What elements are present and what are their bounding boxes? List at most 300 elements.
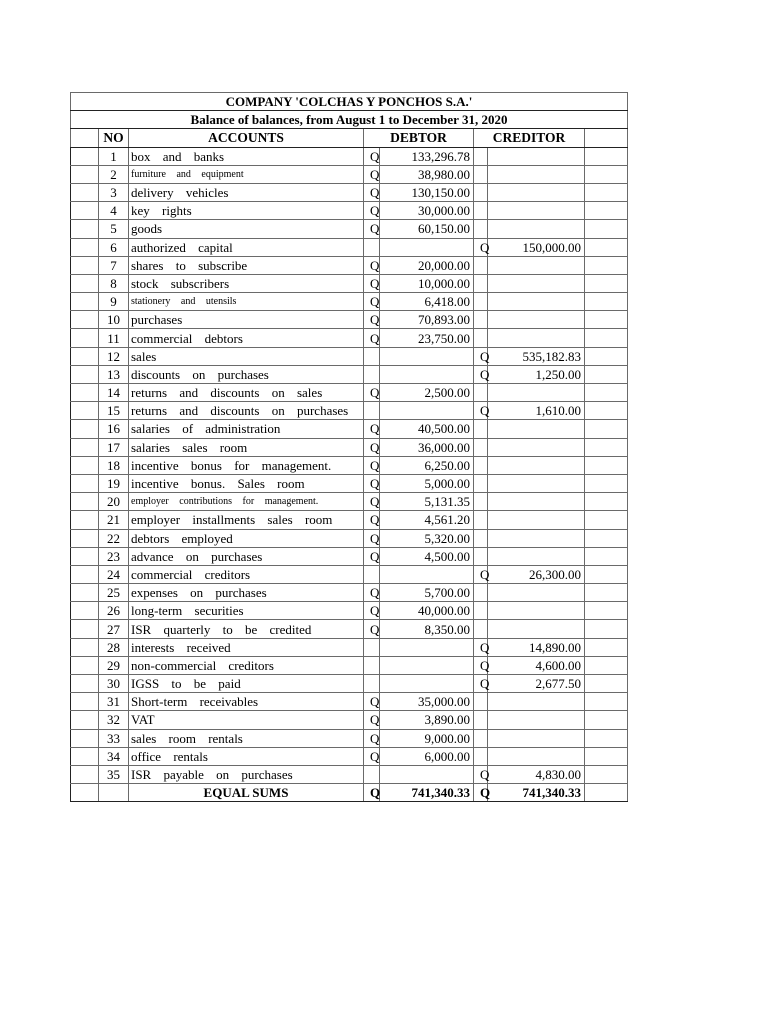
blank-cell: [585, 547, 628, 565]
header-row: [71, 129, 628, 147]
subtitle-row: [71, 111, 628, 129]
account-name: ISR quarterly to be credited: [129, 620, 364, 638]
totals-label: EQUAL SUMS: [129, 784, 364, 802]
creditor-amount: [488, 620, 585, 638]
blank-cell: [585, 602, 628, 620]
creditor-currency: Q: [474, 365, 488, 383]
row-number: 4: [99, 202, 129, 220]
total-creditor-amount: 741,340.33: [488, 784, 585, 802]
debtor-amount: 40,500.00: [380, 420, 474, 438]
account-name: non-commercial creditors: [129, 656, 364, 674]
row-number: 9: [99, 293, 129, 311]
creditor-currency: [474, 256, 488, 274]
blank-cell: [71, 384, 99, 402]
blank-cell: [71, 620, 99, 638]
blank-cell: [585, 147, 628, 165]
account-name: returns and discounts on sales: [129, 384, 364, 402]
row-number: 15: [99, 402, 129, 420]
debtor-amount: 60,150.00: [380, 220, 474, 238]
table-row: [71, 311, 628, 329]
blank-cell: [585, 220, 628, 238]
row-number: 22: [99, 529, 129, 547]
debtor-amount: 5,320.00: [380, 529, 474, 547]
blank-cell: [71, 493, 99, 511]
table-row: [71, 711, 628, 729]
creditor-currency: [474, 202, 488, 220]
blank-cell: [71, 784, 99, 802]
creditor-amount: [488, 729, 585, 747]
creditor-currency: Q: [474, 638, 488, 656]
creditor-amount: [488, 456, 585, 474]
debtor-currency: Q: [364, 529, 380, 547]
blank-cell: [585, 438, 628, 456]
creditor-currency: Q: [474, 347, 488, 365]
blank-cell: [71, 474, 99, 492]
blank-cell: [585, 238, 628, 256]
creditor-amount: [488, 747, 585, 765]
blank-cell: [585, 493, 628, 511]
blank-cell: [71, 274, 99, 292]
table-row: [71, 402, 628, 420]
creditor-currency: [474, 438, 488, 456]
creditor-currency: Q: [474, 238, 488, 256]
creditor-currency: [474, 493, 488, 511]
creditor-currency: [474, 529, 488, 547]
account-name: commercial debtors: [129, 329, 364, 347]
blank-cell: [585, 202, 628, 220]
blank-cell: [71, 147, 99, 165]
blank-cell: [585, 420, 628, 438]
debtor-currency: [364, 675, 380, 693]
account-name: debtors employed: [129, 529, 364, 547]
table-row: [71, 420, 628, 438]
creditor-amount: [488, 165, 585, 183]
creditor-amount: [488, 183, 585, 201]
total-creditor-currency: Q: [474, 784, 488, 802]
blank-cell: [585, 656, 628, 674]
blank-cell: [71, 656, 99, 674]
row-number: 21: [99, 511, 129, 529]
balance-sheet: [70, 92, 627, 802]
debtor-amount: 36,000.00: [380, 438, 474, 456]
creditor-currency: [474, 165, 488, 183]
debtor-currency: Q: [364, 729, 380, 747]
creditor-currency: [474, 474, 488, 492]
creditor-currency: [474, 584, 488, 602]
debtor-currency: Q: [364, 183, 380, 201]
creditor-amount: [488, 420, 585, 438]
row-number: 7: [99, 256, 129, 274]
blank-cell: [585, 729, 628, 747]
blank-cell: [585, 747, 628, 765]
creditor-amount: [488, 202, 585, 220]
account-name: goods: [129, 220, 364, 238]
table-row: [71, 384, 628, 402]
debtor-currency: [364, 365, 380, 383]
table-row: [71, 638, 628, 656]
table-row: [71, 293, 628, 311]
creditor-amount: [488, 293, 585, 311]
debtor-amount: [380, 638, 474, 656]
row-number: 31: [99, 693, 129, 711]
creditor-amount: [488, 711, 585, 729]
account-name: sales: [129, 347, 364, 365]
debtor-amount: 9,000.00: [380, 729, 474, 747]
creditor-currency: [474, 602, 488, 620]
creditor-currency: [474, 693, 488, 711]
debtor-amount: 5,000.00: [380, 474, 474, 492]
row-number: 28: [99, 638, 129, 656]
account-name: long-term securities: [129, 602, 364, 620]
row-number: 19: [99, 474, 129, 492]
blank-cell: [585, 329, 628, 347]
blank-cell: [71, 675, 99, 693]
blank-cell: [71, 747, 99, 765]
blank-cell: [585, 256, 628, 274]
creditor-amount: [488, 493, 585, 511]
debtor-currency: Q: [364, 711, 380, 729]
table-row: [71, 511, 628, 529]
row-number: 1: [99, 147, 129, 165]
debtor-amount: [380, 238, 474, 256]
row-number: 30: [99, 675, 129, 693]
blank-cell: [585, 511, 628, 529]
creditor-currency: [474, 293, 488, 311]
blank-cell: [71, 202, 99, 220]
creditor-amount: 150,000.00: [488, 238, 585, 256]
debtor-currency: [364, 656, 380, 674]
debtor-currency: Q: [364, 147, 380, 165]
table-row: [71, 693, 628, 711]
blank-cell: [71, 402, 99, 420]
debtor-currency: Q: [364, 493, 380, 511]
account-name: expenses on purchases: [129, 584, 364, 602]
blank-cell: [585, 384, 628, 402]
row-number: 26: [99, 602, 129, 620]
debtor-currency: Q: [364, 584, 380, 602]
row-number: 20: [99, 493, 129, 511]
account-name: stationery and utensils: [129, 293, 364, 311]
creditor-amount: 2,677.50: [488, 675, 585, 693]
debtor-amount: 35,000.00: [380, 693, 474, 711]
creditor-currency: [474, 456, 488, 474]
debtor-amount: 20,000.00: [380, 256, 474, 274]
blank-cell: [71, 565, 99, 583]
debtor-currency: Q: [364, 747, 380, 765]
blank-cell: [585, 620, 628, 638]
blank-cell: [71, 329, 99, 347]
creditor-currency: [474, 329, 488, 347]
creditor-currency: Q: [474, 675, 488, 693]
account-name: incentive bonus. Sales room: [129, 474, 364, 492]
debtor-currency: Q: [364, 693, 380, 711]
blank-cell: [585, 347, 628, 365]
debtor-amount: 2,500.00: [380, 384, 474, 402]
creditor-currency: [474, 547, 488, 565]
account-name: discounts on purchases: [129, 365, 364, 383]
creditor-amount: [488, 311, 585, 329]
title-row: [71, 93, 628, 111]
row-number: 23: [99, 547, 129, 565]
table-row: [71, 183, 628, 201]
creditor-amount: 4,830.00: [488, 765, 585, 783]
row-number: 2: [99, 165, 129, 183]
creditor-currency: [474, 183, 488, 201]
debtor-currency: Q: [364, 274, 380, 292]
blank-cell: [71, 165, 99, 183]
creditor-amount: 535,182.83: [488, 347, 585, 365]
table-row: [71, 493, 628, 511]
blank-cell: [71, 220, 99, 238]
row-number: 29: [99, 656, 129, 674]
debtor-currency: Q: [364, 474, 380, 492]
debtor-amount: [380, 675, 474, 693]
blank-cell: [71, 293, 99, 311]
table-row: [71, 347, 628, 365]
table-row: [71, 529, 628, 547]
header-accounts: ACCOUNTS: [129, 129, 364, 147]
blank-cell: [585, 456, 628, 474]
account-name: furniture and equipment: [129, 165, 364, 183]
blank-cell: [585, 311, 628, 329]
debtor-amount: 40,000.00: [380, 602, 474, 620]
debtor-currency: Q: [364, 438, 380, 456]
account-name: VAT: [129, 711, 364, 729]
blank-cell: [71, 183, 99, 201]
row-number: 6: [99, 238, 129, 256]
debtor-amount: 38,980.00: [380, 165, 474, 183]
row-number: 14: [99, 384, 129, 402]
blank-cell: [71, 547, 99, 565]
blank-cell: [71, 456, 99, 474]
account-name: commercial creditors: [129, 565, 364, 583]
debtor-amount: 4,561.20: [380, 511, 474, 529]
creditor-amount: [488, 529, 585, 547]
debtor-currency: Q: [364, 293, 380, 311]
blank-cell: [585, 293, 628, 311]
creditor-currency: [474, 729, 488, 747]
blank-cell: [585, 183, 628, 201]
table-row: [71, 274, 628, 292]
account-name: purchases: [129, 311, 364, 329]
debtor-currency: Q: [364, 165, 380, 183]
account-name: employer installments sales room: [129, 511, 364, 529]
creditor-amount: [488, 220, 585, 238]
blank-cell: [71, 256, 99, 274]
row-number: 5: [99, 220, 129, 238]
creditor-currency: Q: [474, 565, 488, 583]
row-number: 11: [99, 329, 129, 347]
row-number: 3: [99, 183, 129, 201]
account-name: delivery vehicles: [129, 183, 364, 201]
table-row: [71, 329, 628, 347]
account-name: ISR payable on purchases: [129, 765, 364, 783]
blank-cell: [585, 584, 628, 602]
header-debtor: DEBTOR: [364, 129, 474, 147]
creditor-amount: [488, 547, 585, 565]
row-number: 16: [99, 420, 129, 438]
table-row: [71, 474, 628, 492]
blank-cell: [71, 584, 99, 602]
blank-cell: [71, 765, 99, 783]
account-name: incentive bonus for management.: [129, 456, 364, 474]
creditor-currency: [474, 147, 488, 165]
blank-header-cell: [585, 129, 628, 147]
blank-cell: [585, 784, 628, 802]
creditor-currency: [474, 420, 488, 438]
blank-cell: [71, 602, 99, 620]
table-row: [71, 547, 628, 565]
creditor-amount: [488, 438, 585, 456]
debtor-amount: 5,700.00: [380, 584, 474, 602]
creditor-amount: 1,610.00: [488, 402, 585, 420]
row-number: 25: [99, 584, 129, 602]
debtor-currency: Q: [364, 220, 380, 238]
creditor-amount: [488, 511, 585, 529]
debtor-amount: 133,296.78: [380, 147, 474, 165]
table-row: [71, 256, 628, 274]
blank-cell: [71, 729, 99, 747]
table-row: [71, 584, 628, 602]
account-name: advance on purchases: [129, 547, 364, 565]
debtor-amount: [380, 365, 474, 383]
debtor-amount: 10,000.00: [380, 274, 474, 292]
account-name: sales room rentals: [129, 729, 364, 747]
row-number: 34: [99, 747, 129, 765]
account-name: returns and discounts on purchases: [129, 402, 364, 420]
blank-cell: [71, 438, 99, 456]
debtor-amount: 5,131.35: [380, 493, 474, 511]
row-number: 27: [99, 620, 129, 638]
table-row: [71, 438, 628, 456]
report-subtitle: Balance of balances, from August 1 to December 31, 2020: [71, 111, 628, 129]
debtor-amount: 70,893.00: [380, 311, 474, 329]
header-creditor: CREDITOR: [474, 129, 585, 147]
creditor-amount: [488, 274, 585, 292]
account-name: stock subscribers: [129, 274, 364, 292]
creditor-amount: [488, 602, 585, 620]
row-number: 17: [99, 438, 129, 456]
blank-cell: [71, 347, 99, 365]
account-name: office rentals: [129, 747, 364, 765]
blank-cell: [585, 365, 628, 383]
blank-header-cell: [71, 129, 99, 147]
debtor-amount: 6,000.00: [380, 747, 474, 765]
total-debtor-amount: 741,340.33: [380, 784, 474, 802]
table-row: [71, 620, 628, 638]
creditor-currency: [474, 747, 488, 765]
blank-cell: [71, 365, 99, 383]
table-row: [71, 220, 628, 238]
debtor-currency: [364, 402, 380, 420]
account-name: salaries of administration: [129, 420, 364, 438]
creditor-amount: 1,250.00: [488, 365, 585, 383]
table-row: [71, 565, 628, 583]
blank-cell: [585, 565, 628, 583]
row-number: 24: [99, 565, 129, 583]
blank-cell: [71, 638, 99, 656]
debtor-currency: [364, 638, 380, 656]
row-number: 12: [99, 347, 129, 365]
creditor-amount: 26,300.00: [488, 565, 585, 583]
debtor-currency: Q: [364, 256, 380, 274]
table-row: [71, 602, 628, 620]
creditor-amount: 14,890.00: [488, 638, 585, 656]
blank-cell: [585, 402, 628, 420]
debtor-amount: 23,750.00: [380, 329, 474, 347]
debtor-currency: [364, 238, 380, 256]
debtor-currency: Q: [364, 329, 380, 347]
blank-cell: [585, 274, 628, 292]
debtor-currency: Q: [364, 547, 380, 565]
debtor-amount: [380, 347, 474, 365]
creditor-currency: [474, 711, 488, 729]
debtor-amount: 4,500.00: [380, 547, 474, 565]
debtor-currency: Q: [364, 456, 380, 474]
account-name: key rights: [129, 202, 364, 220]
total-debtor-currency: Q: [364, 784, 380, 802]
debtor-currency: [364, 765, 380, 783]
debtor-currency: Q: [364, 620, 380, 638]
blank-cell: [71, 529, 99, 547]
account-name: interests received: [129, 638, 364, 656]
table-row: [71, 238, 628, 256]
creditor-currency: [474, 311, 488, 329]
creditor-currency: Q: [474, 656, 488, 674]
creditor-amount: [488, 256, 585, 274]
table-row: [71, 729, 628, 747]
totals-row: [71, 784, 628, 802]
debtor-currency: Q: [364, 602, 380, 620]
debtor-amount: [380, 656, 474, 674]
account-name: salaries sales room: [129, 438, 364, 456]
row-number: 33: [99, 729, 129, 747]
debtor-currency: [364, 347, 380, 365]
blank-cell: [585, 693, 628, 711]
account-name: employer contributions for management.: [129, 493, 364, 511]
creditor-currency: [474, 511, 488, 529]
creditor-currency: Q: [474, 765, 488, 783]
creditor-amount: [488, 584, 585, 602]
debtor-currency: Q: [364, 511, 380, 529]
blank-cell: [99, 784, 129, 802]
debtor-currency: Q: [364, 202, 380, 220]
creditor-currency: [474, 620, 488, 638]
row-number: 35: [99, 765, 129, 783]
debtor-currency: [364, 565, 380, 583]
account-name: box and banks: [129, 147, 364, 165]
creditor-amount: [488, 693, 585, 711]
account-name: Short-term receivables: [129, 693, 364, 711]
header-no: NO: [99, 129, 129, 147]
debtor-amount: 3,890.00: [380, 711, 474, 729]
row-number: 8: [99, 274, 129, 292]
debtor-amount: 130,150.00: [380, 183, 474, 201]
account-name: authorized capital: [129, 238, 364, 256]
blank-cell: [585, 675, 628, 693]
debtor-amount: [380, 402, 474, 420]
row-number: 32: [99, 711, 129, 729]
blank-cell: [71, 311, 99, 329]
blank-cell: [71, 511, 99, 529]
table-row: [71, 147, 628, 165]
row-number: 13: [99, 365, 129, 383]
row-number: 18: [99, 456, 129, 474]
creditor-amount: 4,600.00: [488, 656, 585, 674]
creditor-amount: [488, 384, 585, 402]
blank-cell: [71, 711, 99, 729]
table-row: [71, 202, 628, 220]
